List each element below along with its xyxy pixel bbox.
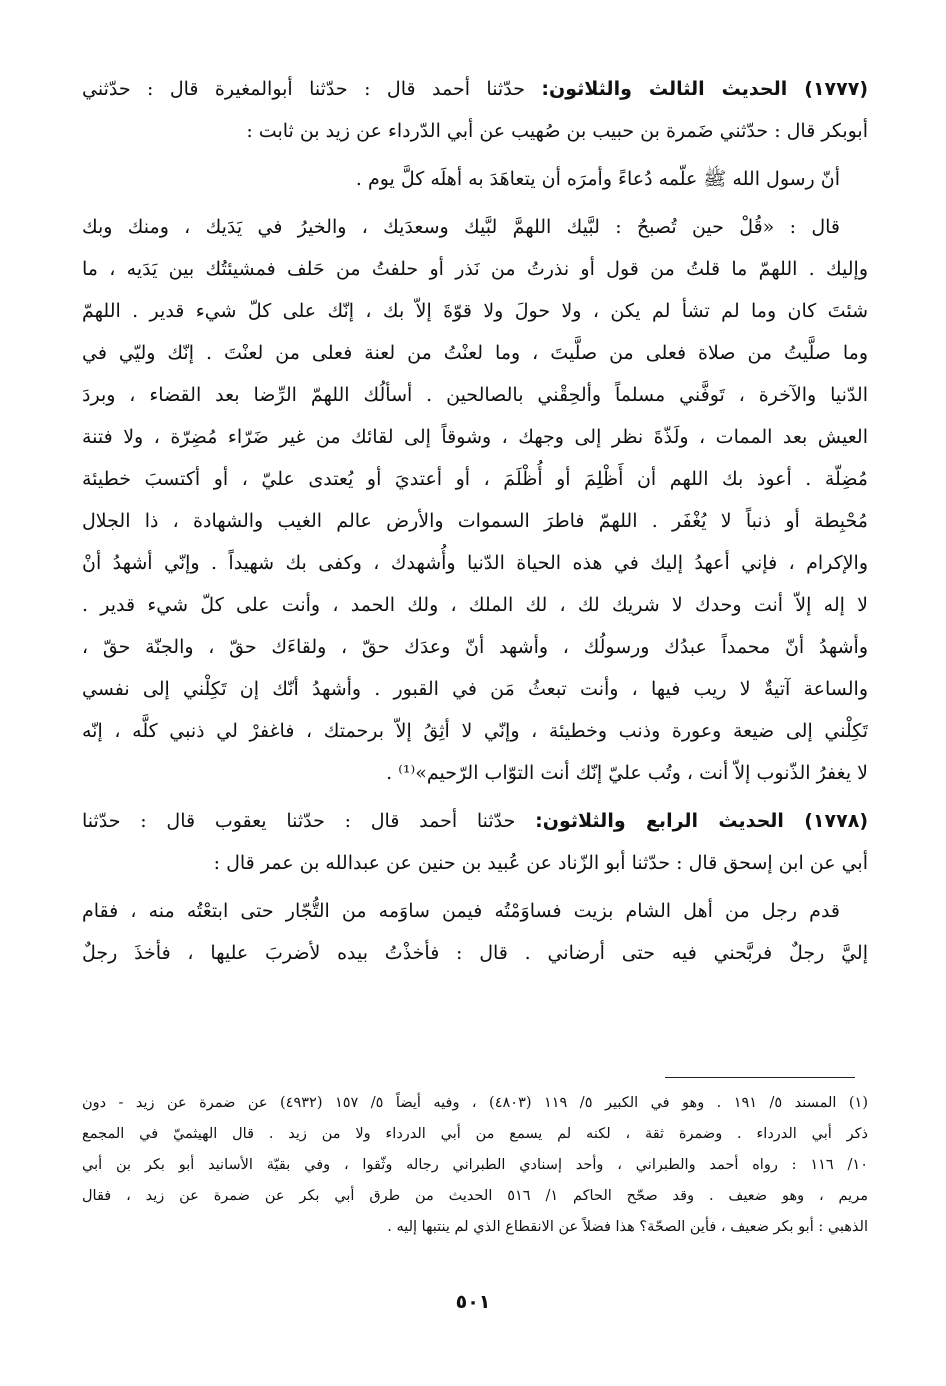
text-line: قال : «قُلْ حين تُصبحُ : لبَّيك اللهمَّ لبَّيك وسعدَيك ، والخيرُ في يَدَيك ، ومنك وبك [82,216,840,238]
text-line: العيش بعد الممات ، ولَذّةَ نظر إلى وجهك ، وشوقاً إلى لقائك من غير ضَرّاء مُضِرّة ، ولا فتنة [82,426,868,448]
hadith-1777-body [82,206,868,794]
text-line: إليَّ رجلٌ فربَّحني فيه حتى أرضاني . قال : فأخذْتُ بيده لأضربَ عليها ، فأخذَ رجلٌ [82,942,868,964]
hadith-1777 [82,68,868,152]
text-line: قدم رجل من أهل الشام بزيت فساوَمْتُه فيمن ساوَمه من التُّجّار حتى ابتعْتُه منه ، فقام [82,900,840,922]
hadith-1778-body [82,890,868,974]
page-number: ٥٠١ [455,1291,491,1313]
footnote-line: (١) المسند ٥/ ١٩١ . وهو في الكبير ٥/ ١١٩ (٤٨٠٣) ، وفيه أيضاً ٥/ ١٥٧ (٤٩٣٢) عن ضمرة عن زيد - دون [82,1095,868,1111]
isnad-text: حدّثنا أحمد قال : حدّثنا أبوالمغيرة قال : حدّثني [82,78,525,100]
text-line: لا إله إلاّ أنت وحدك لا شريك لك ، لك الملك ، ولك الحمد ، وأنت على كلّ شيء قدير . [82,594,868,616]
text-line: الدّنيا والآخرة ، تَوفَّني مسلماً وألحِقْني بالصالحين . أسألُك اللهمّ الرِّضا بعد القضاء ، وبردَ [82,384,868,406]
text-line: تَكِلْني إلى ضيعة وعورة وذنب وخطيئة ، وإنّي لا أثِقُ إلاّ برحمتك ، فاغفرْ لي ذنبي كلَّه ، إنّه [82,720,868,742]
footnote-line: ١٠/ ١١٦ : رواه أحمد والطبراني ، وأحد إسنادي الطبراني رجاله وثّقوا ، وفي بقيّة الأسانيد أبو بكر بن أبي [82,1157,868,1173]
isnad-text: حدّثنا أحمد قال : حدّثنا يعقوب قال : حدّثنا [82,810,516,832]
footnote-line: مريم ، وهو ضعيف . وقد صحّح الحاكم ١/ ٥١٦ الحديث من طرق أبي بكر عن ضمرة عن زيد ، فقال [82,1188,868,1204]
hadith-1778 [82,800,868,884]
main-text [82,68,868,980]
text-line [82,800,868,842]
text-line: وما صلَّيتُ من صلاة فعلى من صلَّيتَ ، وما لعنْتُ من لعنة فعلى من لعنْتَ . إنّك وليّي في [82,342,868,364]
hadith-heading: (١٧٧٧) الحديث الثالث والثلاثون: [541,78,868,100]
text-line: لا يغفرُ الذّنوب إلاّ أنت ، وتُب عليّ إنّك أنت التوّاب الرّحيم»⁽¹⁾ . [386,762,868,784]
text-line: أنّ رسول الله ﷺ علّمه دُعاءً وأمرَه أن يتعاهَدَ به أهلَه كلَّ يوم . [355,168,840,190]
text-line: وأشهدُ أنّ محمداً عبدُك ورسولُك ، وأشهد أنّ وعدَك حقّ ، ولقاءَك حقّ ، والجنّة حقّ ، [82,636,868,658]
text-line: وإليك . اللهمّ ما قلتُ من قول أو نذرتُ من نَذر أو حلفتُ من حَلف فمشيئتُك بين يَدَيه ، ما [82,258,868,280]
text-line: مُحْبِطة أو ذنباً لا يُغْفَر . اللهمّ فاطرَ السموات والأرض عالم الغيب والشهادة ، ذا الجلال [82,510,868,532]
hadith-intro [82,158,868,200]
text-line: والإكرام ، فإني أعهدُ إليك في هذه الحياة الدّنيا وأُشهدك ، وكفى بك شهيداً . وإنّي أشهدُ أنْ [82,552,868,574]
footnote-line: الذهبي : أبو بكر ضعيف ، فأين الصحّة؟ هذا فضلاً عن الانقطاع الذي لم ينتبها إليه . [387,1219,868,1235]
footnotes [82,1088,868,1243]
text-line: شئتَ كان وما لم تشأ لم يكن ، ولا حولَ ولا قوّةَ إلاّ بك ، إنّك على كلّ شيء قدير . اللهمّ [82,300,868,322]
hadith-heading: (١٧٧٨) الحديث الرابع والثلاثون: [535,810,868,832]
footnote-separator [665,1077,855,1078]
text-line: أبي عن ابن إسحق قال : حدّثنا أبو الزّناد عن عُبيد بن حنين عن عبدالله بن عمر قال : [213,852,868,874]
text-line [82,68,868,110]
text-line: مُضِلّة . أعوذ بك اللهم أن أَظْلِمَ أو أُظْلَمَ ، أو أعتديَ أو يُعتدى عليّ ، أو أكتسبَ خطيئة [82,468,868,490]
text-line: والساعة آتيةٌ لا ريب فيها ، وأنت تبعثُ مَن في القبور . وأشهدُ أنّك إن تَكِلْني إلى نفسي [82,678,868,700]
text-line: أبوبكر قال : حدّثني ضَمرة بن حبيب بن صُهيب عن أبي الدّرداء عن زيد بن ثابت : [246,120,868,142]
footnote-line: ذكر أبي الدرداء . وضمرة ثقة ، لكنه لم يسمع من أبي الدرداء ولا من زيد . قال الهيثميّ في المجمع [82,1126,868,1142]
